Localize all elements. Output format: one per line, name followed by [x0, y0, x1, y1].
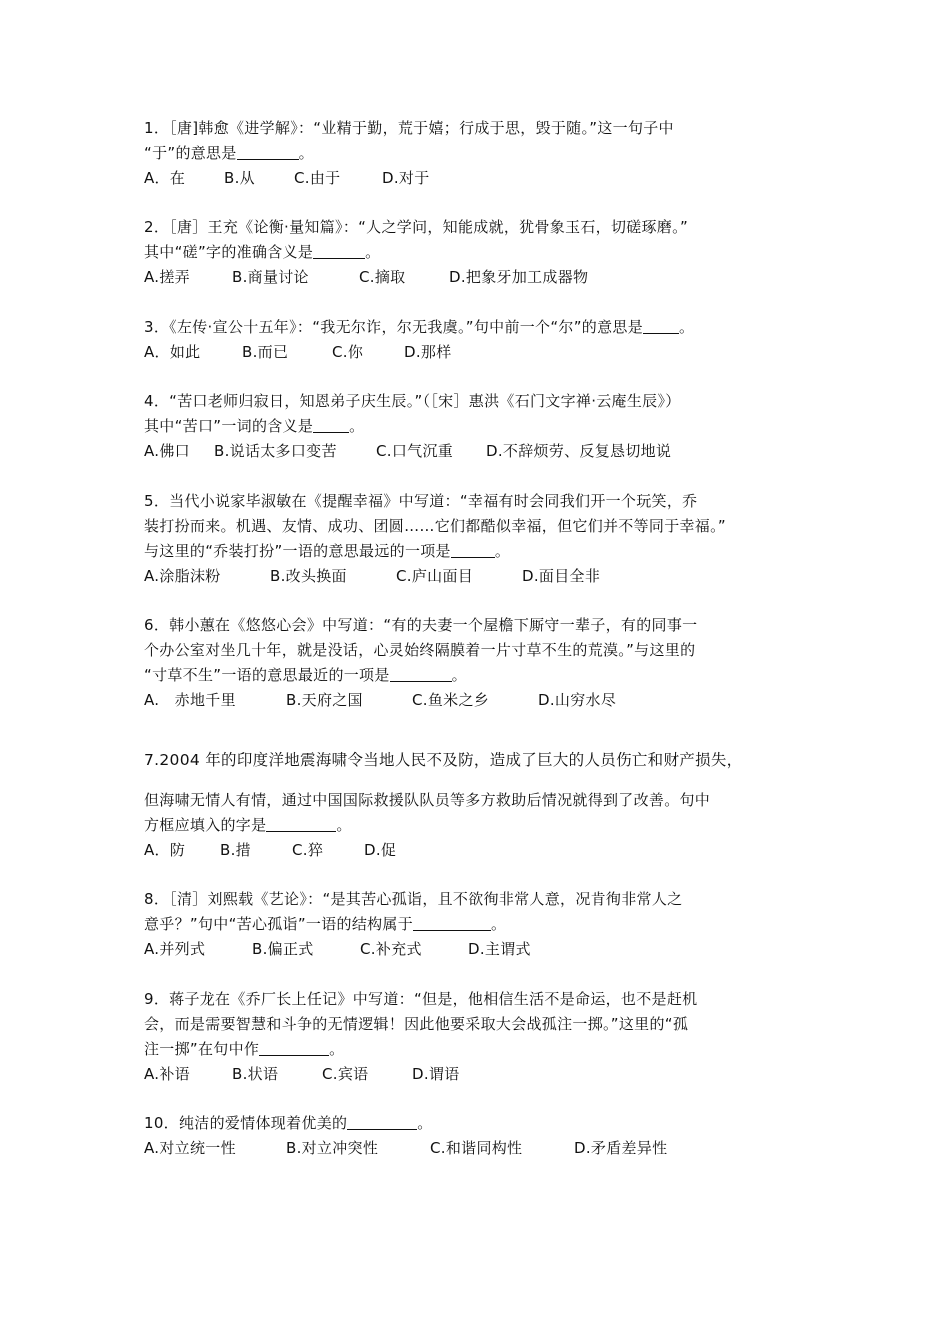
question-4-line-2 [144, 414, 808, 439]
option-b: B.从 [224, 169, 255, 187]
option-c: C.猝 [292, 841, 324, 859]
option-d: D.矛盾差异性 [574, 1139, 668, 1157]
question-3-line-1 [144, 315, 808, 340]
option-c: C.你 [332, 343, 364, 361]
question-10-options [144, 1136, 808, 1161]
answer-blank [413, 912, 491, 931]
question-1-tail: 。 [298, 144, 314, 162]
question-2-line-1: 2．［唐］王充《论衡·量知篇》：“人之学问，知能成就，犹骨象玉石，切磋琢磨。” [144, 218, 689, 236]
option-d: D.山穷水尽 [538, 691, 617, 709]
question-5-tail: 。 [494, 542, 511, 560]
question-2 [144, 215, 808, 290]
answer-blank [313, 414, 349, 433]
option-c: C.和谐同构性 [430, 1139, 523, 1157]
question-7 [144, 748, 808, 773]
option-b: B.对立冲突性 [286, 1139, 379, 1157]
question-9-options [144, 1062, 808, 1087]
option-a: A.对立统一性 [144, 1139, 236, 1157]
answer-blank [259, 1037, 329, 1056]
option-b: B.说话太多口变苦 [214, 442, 337, 460]
option-c: C.宾语 [322, 1065, 369, 1083]
option-a: A.搓弄 [144, 268, 190, 286]
answer-blank [237, 141, 299, 160]
question-8-line-1: 8．［清］刘熙载《艺论》：“是其苦心孤诣，且不欲徇非常人意，况肯徇非常人之 [144, 890, 683, 908]
option-d: D.把象牙加工成器物 [449, 268, 589, 286]
option-c: C.庐山面目 [396, 567, 474, 585]
question-9-line-2: 会，而是需要智慧和斗争的无情逻辑！因此他要采取大会战孤注一掷。”这里的“孤 [144, 1015, 689, 1033]
question-4-options [144, 439, 808, 464]
answer-blank [390, 663, 452, 682]
question-9-line-3 [144, 1037, 808, 1062]
question-10-tail: 。 [417, 1114, 433, 1132]
option-b: B.状语 [232, 1065, 279, 1083]
answer-blank [451, 539, 495, 558]
question-1-line-1: 1．［唐]韩愈《进学解》：“业精于勤，荒于嬉；行成于思，毁于随。”这一句子中 [144, 119, 674, 137]
option-a: A.佛口 [144, 442, 190, 460]
option-a: A.涂脂沫粉 [144, 567, 221, 585]
question-7-continued [144, 788, 808, 863]
question-8-line-2 [144, 912, 808, 937]
question-5-line-2: 装打扮而来。机遇、友情、成功、团圆……它们都酷似幸福，但它们并不等同于幸福。” [144, 517, 726, 535]
question-2-tail: 。 [365, 243, 381, 261]
question-1-options [144, 166, 808, 191]
question-5-line-1: 5．当代小说家毕淑敏在《提醒幸福》中写道：“幸福有时会同我们开一个玩笑，乔 [144, 492, 698, 510]
answer-blank [643, 315, 679, 334]
option-a: A.并列式 [144, 940, 206, 958]
option-a: A.补语 [144, 1065, 190, 1083]
option-c: C.由于 [294, 169, 341, 187]
option-d: D.谓语 [412, 1065, 460, 1083]
question-5-line-3 [144, 539, 808, 564]
option-b: B.改头换面 [270, 567, 347, 585]
question-7-line-1: 7.2004 年的印度洋地震海啸令当地人民不及防，造成了巨大的人员伤亡和财产损失， [144, 751, 743, 769]
option-d: D.促 [364, 841, 397, 859]
answer-blank [266, 813, 336, 832]
option-d: D.那样 [404, 343, 452, 361]
option-c: C.补充式 [360, 940, 422, 958]
question-6-tail: 。 [451, 666, 467, 684]
option-d: D.对于 [382, 169, 430, 187]
question-7-tail: 。 [336, 816, 352, 834]
option-c: C.鱼米之乡 [412, 691, 490, 709]
option-c: C.口气沉重 [376, 442, 454, 460]
question-8-stem-end: 意乎？”句中“苦心孤诣”一语的结构属于 [144, 915, 414, 933]
option-b: B.而已 [242, 343, 289, 361]
option-a: A．如此 [144, 343, 201, 361]
question-9-stem-end: 注一掷”在句中作 [144, 1040, 260, 1058]
option-a: A．在 [144, 169, 186, 187]
question-10-line-1 [144, 1111, 808, 1136]
question-1 [144, 116, 808, 191]
question-6-options [144, 688, 808, 713]
question-3 [144, 315, 808, 365]
answer-blank [347, 1111, 417, 1130]
answer-blank [313, 240, 365, 259]
question-2-options [144, 265, 808, 290]
question-8 [144, 887, 808, 962]
question-1-stem-end: “于”的意思是 [144, 144, 237, 162]
option-d: D.主谓式 [468, 940, 531, 958]
question-8-options [144, 937, 808, 962]
question-7-options [144, 838, 808, 863]
option-c: C.摘取 [359, 268, 406, 286]
question-6-line-2: 个办公室对坐几十年，就是没话，心灵始终隔膜着一片寸草不生的荒漠。”与这里的 [144, 641, 696, 659]
question-4-line-1: 4．“苦口老师归寂日，知恩弟子庆生辰。”（［宋］惠洪《石门文字禅·云庵生辰》） [144, 392, 681, 410]
option-a: A. 赤地千里 [144, 691, 236, 709]
question-9-line-1: 9．蒋子龙在《乔厂长上任记》中写道：“但是，他相信生活不是命运，也不是赶机 [144, 990, 698, 1008]
question-8-tail: 。 [491, 915, 507, 933]
option-b: B.商量讨论 [232, 268, 309, 286]
question-6-line-3 [144, 663, 808, 688]
question-6-line-1: 6．韩小蕙在《悠悠心会》中写道：“有的夫妻一个屋檐下厮守一辈子，有的同事一 [144, 616, 698, 634]
option-a: A．防 [144, 841, 186, 859]
question-3-stem: 3．《左传·宣公十五年》：“我无尔诈，尔无我虞。”句中前一个“尔”的意思是 [144, 318, 643, 336]
question-1-line-2 [144, 141, 808, 166]
question-3-options [144, 340, 808, 365]
question-10 [144, 1111, 808, 1161]
question-4-tail: 。 [349, 417, 365, 435]
question-7-line-3 [144, 813, 808, 838]
question-9-tail: 。 [329, 1040, 345, 1058]
question-5-stem-end: 与这里的“乔装打扮”一语的意思最远的一项是 [144, 542, 451, 560]
option-b: B.天府之国 [286, 691, 363, 709]
question-4-stem-end: 其中“苦口”一词的含义是 [144, 417, 314, 435]
question-5-options [144, 564, 808, 589]
option-d: D.不辞烦劳、反复恳切地说 [486, 442, 672, 460]
question-6-stem-end: “寸草不生”一语的意思最近的一项是 [144, 666, 390, 684]
question-10-stem: 10．纯洁的爱情体现着优美的 [144, 1114, 348, 1132]
option-b: B.偏正式 [252, 940, 314, 958]
question-6 [144, 613, 808, 713]
question-3-tail: 。 [679, 318, 695, 336]
question-4 [144, 389, 808, 464]
question-7-stem-end: 方框应填入的字是 [144, 816, 267, 834]
question-9 [144, 987, 808, 1087]
question-7-line-2: 但海啸无情人有情，通过中国国际救援队队员等多方救助后情况就得到了改善。句中 [144, 791, 711, 809]
question-2-stem-end: 其中“磋”字的准确含义是 [144, 243, 314, 261]
question-5 [144, 489, 808, 589]
option-d: D.面目全非 [522, 567, 601, 585]
option-b: B.措 [220, 841, 251, 859]
question-2-line-2 [144, 240, 808, 265]
